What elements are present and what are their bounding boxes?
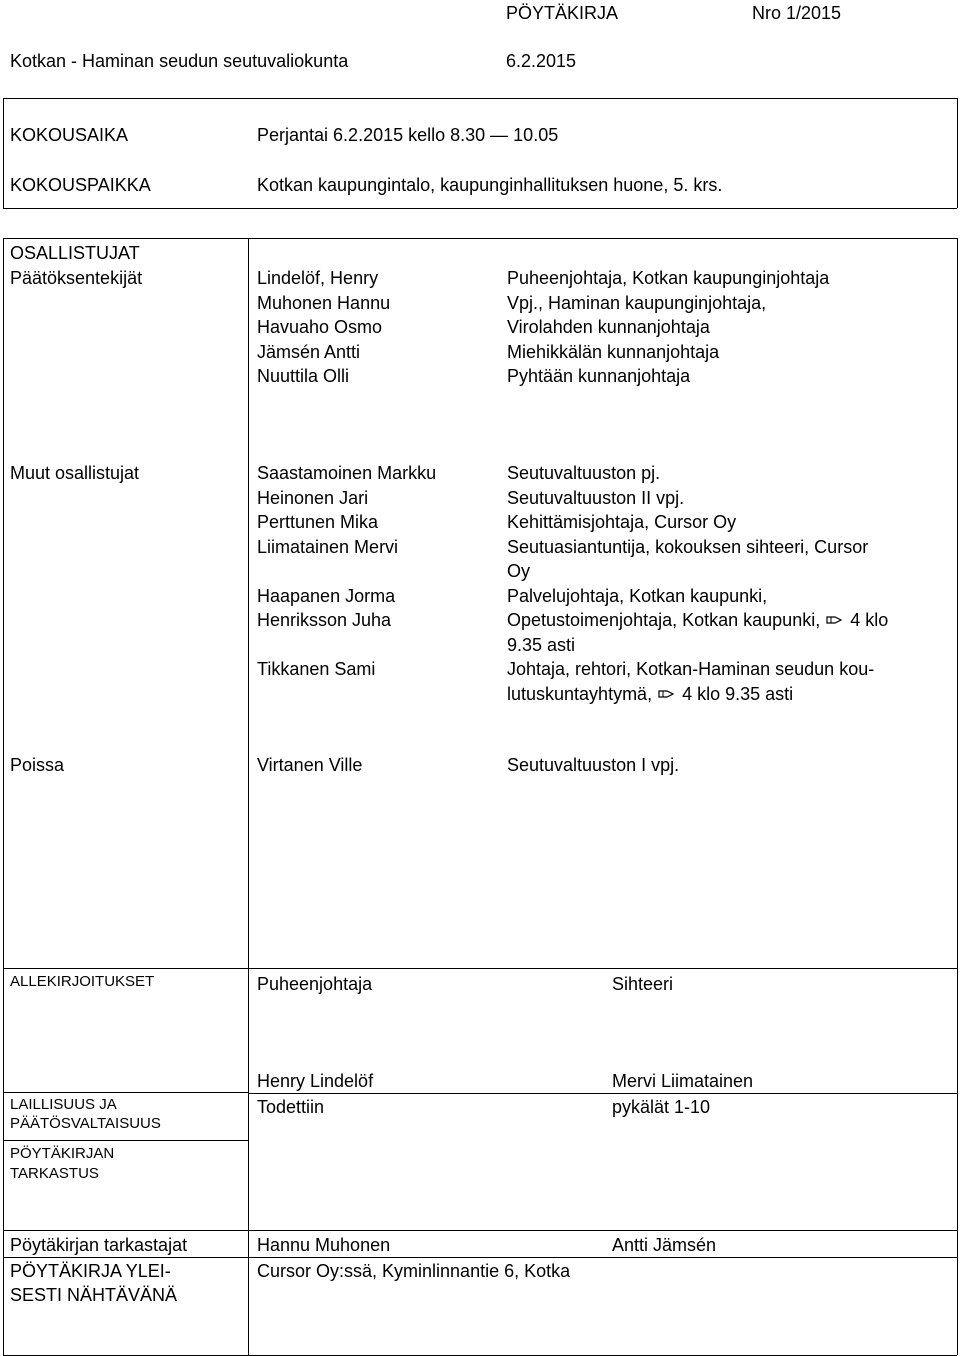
participant-role-with-note bbox=[507, 682, 888, 707]
decision-makers-label: Päätöksentekijät bbox=[10, 268, 143, 288]
participant-role: Seutuasiantuntija, kokouksen sihteeri, Cursor bbox=[507, 536, 869, 557]
decision-maker-name: Jämsén Antti bbox=[257, 341, 361, 362]
frame-right-border bbox=[957, 238, 958, 1355]
review-label-line1: PÖYTÄKIRJAN bbox=[10, 1145, 115, 1162]
decision-makers-roles bbox=[507, 266, 829, 389]
column-divider bbox=[248, 238, 249, 1355]
participants-top-border bbox=[3, 238, 957, 239]
frame-right-border-top bbox=[957, 98, 958, 208]
public-display-top-border bbox=[3, 1257, 957, 1258]
participant-name bbox=[257, 633, 436, 658]
participant-role: 9.35 asti bbox=[507, 634, 576, 655]
secretary-title: Sihteeri bbox=[612, 974, 674, 994]
participant-name: Saastamoinen Markku bbox=[257, 463, 437, 483]
other-participants-label: Muut osallistujat bbox=[10, 463, 140, 483]
reviewers-top-border bbox=[3, 1230, 957, 1231]
participant-name: Heinonen Jari bbox=[257, 487, 369, 508]
participant-name: Perttunen Mika bbox=[257, 512, 379, 532]
other-participants-roles bbox=[507, 461, 888, 706]
signatures-label: ALLEKIRJOITUKSET bbox=[10, 973, 155, 990]
participant-name bbox=[257, 559, 436, 584]
public-display-location: Cursor Oy:ssä, Kyminlinnantie 6, Kotka bbox=[257, 1261, 571, 1281]
participant-role: Johtaja, rehtori, Kotkan-Haminan seudun kou- bbox=[507, 659, 875, 679]
participant-name: Haapanen Jorma bbox=[257, 585, 396, 606]
legality-label-line1: LAILLISUUS JA bbox=[10, 1096, 117, 1113]
legality-sections: pykälät 1-10 bbox=[612, 1097, 711, 1117]
organization-name: Kotkan - Haminan seudun seutuvaliokunta bbox=[10, 51, 349, 71]
absent-role: Seutuvaltuuston I vpj. bbox=[507, 755, 680, 775]
legality-verified: Todettiin bbox=[257, 1097, 325, 1117]
legality-label-line2: PÄÄTÖSVALTAISUUS bbox=[10, 1115, 161, 1132]
signatures-top-border bbox=[3, 968, 957, 969]
meeting-time-value: Perjantai 6.2.2015 kello 8.30 — 10.05 bbox=[257, 125, 559, 145]
absent-name: Virtanen Ville bbox=[257, 755, 363, 775]
participant-role: Seutuvaltuuston II vpj. bbox=[507, 487, 685, 508]
participant-role-with-note bbox=[507, 608, 888, 633]
document-type: PÖYTÄKIRJA bbox=[506, 3, 619, 23]
participant-role-text: Opetustoimenjohtaja, Kotkan kaupunki, bbox=[507, 610, 821, 630]
chair-name: Henry Lindelöf bbox=[257, 1071, 374, 1091]
pointing-hand-icon bbox=[657, 685, 675, 709]
participant-name: Liimatainen Mervi bbox=[257, 536, 399, 557]
decision-maker-name: Muhonen Hannu bbox=[257, 292, 391, 313]
participant-name: Tikkanen Sami bbox=[257, 659, 376, 679]
participant-role: Kehittämisjohtaja, Cursor Oy bbox=[507, 512, 737, 532]
meeting-section-bottom-border bbox=[3, 208, 957, 209]
chair-title: Puheenjohtaja bbox=[257, 974, 373, 994]
decision-maker-name: Lindelöf, Henry bbox=[257, 268, 379, 288]
frame-top-border bbox=[3, 98, 957, 99]
decision-maker-name: Havuaho Osmo bbox=[257, 317, 383, 337]
reviewer-name: Hannu Muhonen bbox=[257, 1235, 391, 1255]
decision-makers-names bbox=[257, 266, 390, 389]
document-number: Nro 1/2015 bbox=[752, 3, 842, 23]
frame-left-border bbox=[3, 238, 4, 1355]
participant-role-text: lutuskuntayhtymä, bbox=[507, 683, 653, 704]
legality-top-border bbox=[3, 1092, 248, 1093]
participant-role: Seutuvaltuuston pj. bbox=[507, 463, 661, 483]
document-date: 6.2.2015 bbox=[506, 51, 577, 71]
decision-maker-role: Pyhtään kunnanjohtaja bbox=[507, 366, 691, 386]
review-top-border bbox=[3, 1140, 248, 1141]
decision-maker-role: Puheenjohtaja, Kotkan kaupunginjohtaja bbox=[507, 268, 830, 288]
participants-title: OSALLISTUJAT bbox=[10, 243, 140, 263]
review-label-line2: TARKASTUS bbox=[10, 1165, 99, 1182]
participant-role: Oy bbox=[507, 561, 531, 581]
absent-label: Poissa bbox=[10, 755, 65, 775]
pointing-hand-icon bbox=[825, 611, 843, 635]
participant-note: 4 klo bbox=[850, 610, 889, 630]
participant-role: Palvelujohtaja, Kotkan kaupunki, bbox=[507, 585, 768, 606]
decision-maker-role: Vpj., Haminan kaupunginjohtaja, bbox=[507, 292, 767, 313]
frame-left-border-top bbox=[3, 98, 4, 208]
participant-note: 4 klo 9.35 asti bbox=[682, 683, 794, 704]
public-display-label-line1: PÖYTÄKIRJA YLEI- bbox=[10, 1261, 171, 1281]
legality-top-border-right bbox=[248, 1093, 957, 1094]
public-display-label-line2: SESTI NÄHTÄVÄNÄ bbox=[10, 1285, 178, 1305]
participant-name: Henriksson Juha bbox=[257, 610, 392, 630]
decision-maker-role: Virolahden kunnanjohtaja bbox=[507, 317, 710, 337]
reviewers-label: Pöytäkirjan tarkastajat bbox=[10, 1235, 188, 1255]
meeting-time-label: KOKOUSAIKA bbox=[10, 125, 129, 145]
other-participants-names bbox=[257, 461, 436, 682]
decision-maker-name: Nuuttila Olli bbox=[257, 366, 350, 386]
decision-maker-role: Miehikkälän kunnanjohtaja bbox=[507, 341, 720, 362]
meeting-place-value: Kotkan kaupungintalo, kaupunginhallituksen huone, 5. krs. bbox=[257, 175, 723, 195]
reviewer-name: Antti Jämsén bbox=[612, 1235, 717, 1255]
meeting-place-label: KOKOUSPAIKKA bbox=[10, 175, 151, 195]
secretary-name: Mervi Liimatainen bbox=[612, 1071, 754, 1091]
